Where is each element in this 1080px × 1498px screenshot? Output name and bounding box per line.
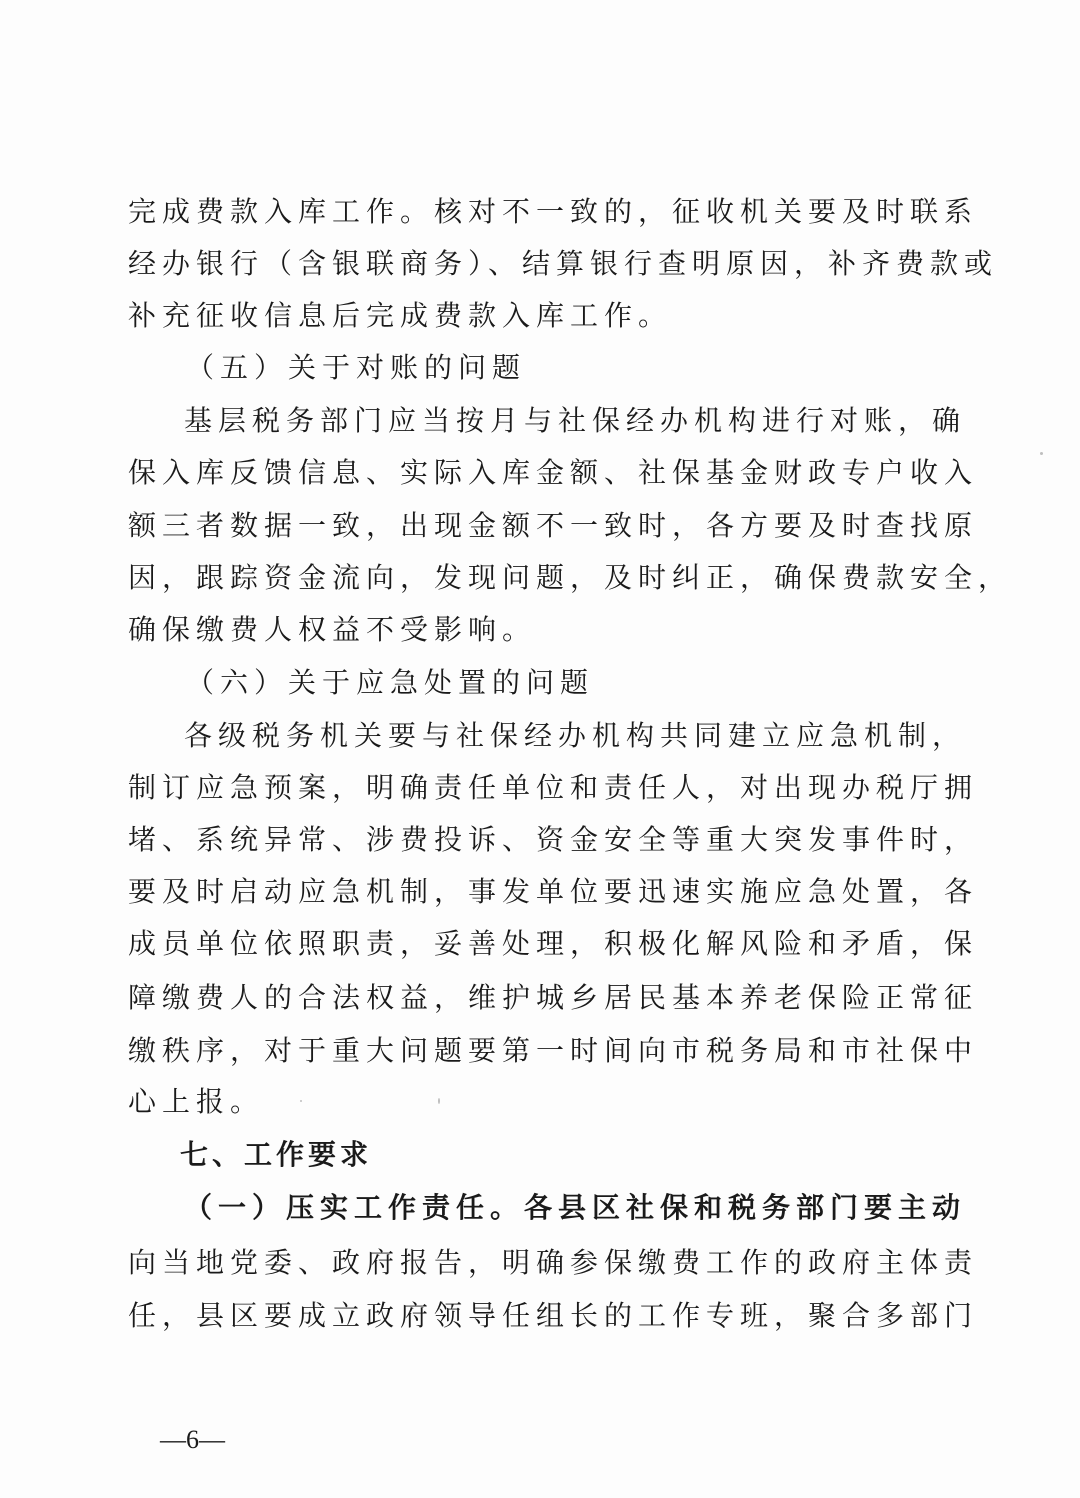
body-line: 制订应急预案，明确责任单位和责任人，对出现办税厅拥 [128, 771, 979, 804]
body-line: 经办银行（含银联商务）、结算银行查明原因，补齐费款或 [128, 247, 999, 280]
body-line: 成员单位依照职责，妥善处理，积极化解风险和矛盾，保 [128, 927, 979, 960]
body-line: 各级税务机关要与社保经办机构共同建立应急机制， [184, 719, 967, 752]
body-line: 确保缴费人权益不受影响。 [128, 613, 537, 646]
body-line: 堵、系统异常、涉费投诉、资金安全等重大突发事件时， [128, 823, 979, 856]
scan-speck [438, 1098, 440, 1104]
body-line: 因，跟踪资金流向，发现问题，及时纠正，确保费款安全， [128, 561, 1013, 594]
subsection-heading-6: （六）关于应急处置的问题 [186, 666, 595, 699]
body-line: 任，县区要成立政府领导任组长的工作专班，聚合多部门 [128, 1299, 979, 1332]
body-line: 基层税务部门应当按月与社保经办机构进行对账，确 [184, 404, 967, 437]
body-line: 障缴费人的合法权益，维护城乡居民基本养老保险正常征 [128, 981, 979, 1014]
body-line: （一）压实工作责任。各县区社保和税务部门要主动 [184, 1191, 967, 1224]
body-line: 心上报。 [128, 1085, 265, 1118]
page-number: —6— [160, 1425, 225, 1454]
scan-speck [1040, 452, 1043, 455]
body-line: 补充征收信息后完成费款入库工作。 [128, 299, 673, 332]
body-line: 向当地党委、政府报告，明确参保缴费工作的政府主体责 [128, 1246, 979, 1279]
subsection-heading-5: （五）关于对账的问题 [186, 351, 527, 384]
body-line: 保入库反馈信息、实际入库金额、社保基金财政专户收入 [128, 456, 979, 489]
body-line: 额三者数据一致，出现金额不一致时，各方要及时查找原 [128, 509, 979, 542]
body-line: 完成费款入库工作。核对不一致的，征收机关要及时联系 [128, 195, 979, 228]
section-heading-7: 七、工作要求 [180, 1138, 373, 1171]
body-line: 要及时启动应急机制，事发单位要迅速实施应急处置，各 [128, 875, 979, 908]
body-line: 缴秩序，对于重大问题要第一时间向市税务局和市社保中 [128, 1034, 979, 1067]
scan-speck [300, 1100, 302, 1102]
